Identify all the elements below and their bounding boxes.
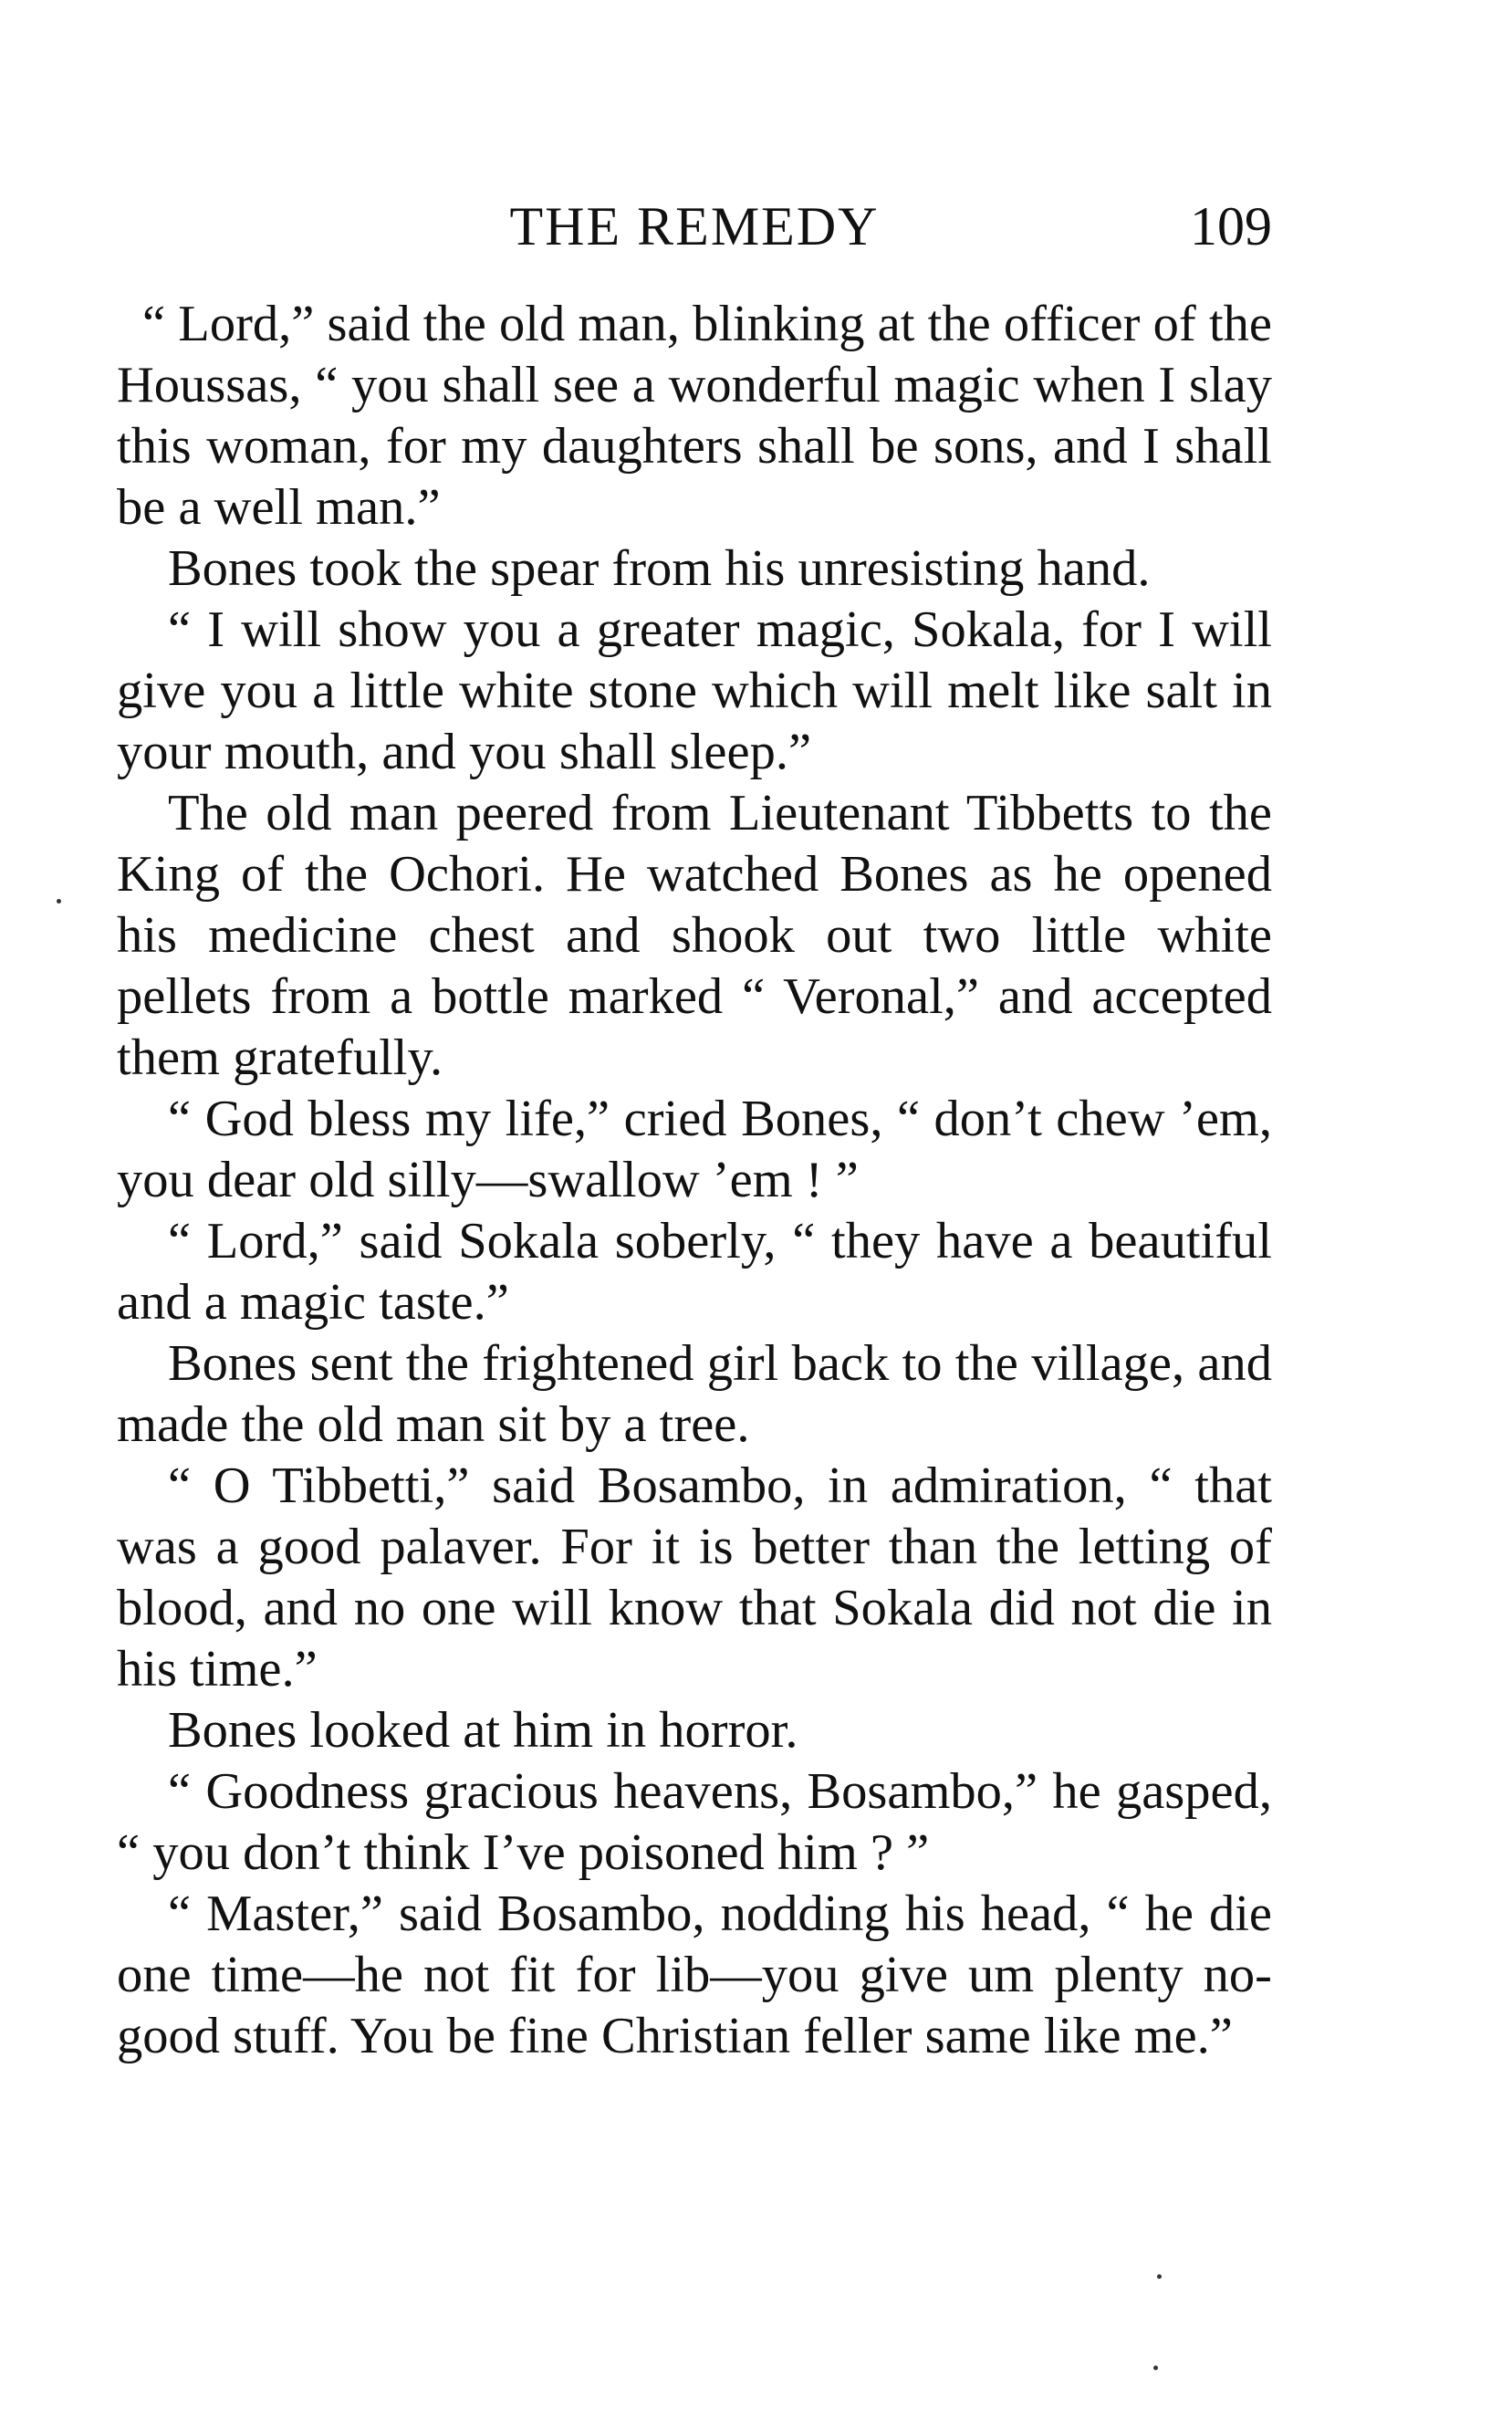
paragraph: “ Lord,” said Sokala soberly, “ they have a beautiful and a magic taste.”	[117, 1213, 1272, 1331]
paragraph: “ Master,” said Bosambo, nodding his head, “ he die one time—he not fit for lib—you give um plenty no-good stuff. You be fine Christian feller same like me.”	[117, 1886, 1272, 2064]
paragraph: The old man peered from Lieutenant Tibbetts to the King of the Ochori. He watched Bones as he opened his medicine chest and shook out two little white pellets from a bottle marked “ Veronal,” and accepted them gratefully.	[117, 785, 1272, 1086]
paragraph: Bones took the spear from his unresisting hand.	[168, 540, 1151, 597]
scan-speck	[57, 899, 61, 904]
paragraph: “ Lord,” said the old man, blinking at the officer of the Houssas, “ you shall see a wonderful magic when I slay this woman, for my daughters shall be sons, and I shall be a well man.”	[117, 296, 1272, 536]
page-number: 109	[1190, 196, 1272, 256]
scan-speck	[1153, 2366, 1158, 2370]
scan-speck	[1157, 2274, 1162, 2279]
paragraph: Bones looked at him in horror.	[168, 1702, 798, 1759]
paragraph: “ O Tibbetti,” said Bosambo, in admiration, “ that was a good palaver. For it is better than the letting of blood, and no one will know that Sokala did not die in his time.”	[117, 1457, 1272, 1698]
paragraph: “ Goodness gracious heavens, Bosambo,” he gasped, “ you don’t think I’ve poisoned him ? ”	[117, 1763, 1272, 1881]
body-text	[117, 294, 1272, 2067]
paragraph: Bones sent the frightened girl back to the village, and made the old man sit by a tree.	[117, 1335, 1272, 1453]
paragraph: “ God bless my life,” cried Bones, “ don’t chew ’em, you dear old silly—swallow ’em ! ”	[117, 1091, 1272, 1208]
running-head	[117, 190, 1272, 263]
chapter-title: THE REMEDY	[509, 196, 880, 256]
paragraph: “ I will show you a greater magic, Sokala, for I will give you a little white stone which will melt like salt in your mouth, and you shall sleep.”	[117, 601, 1272, 780]
